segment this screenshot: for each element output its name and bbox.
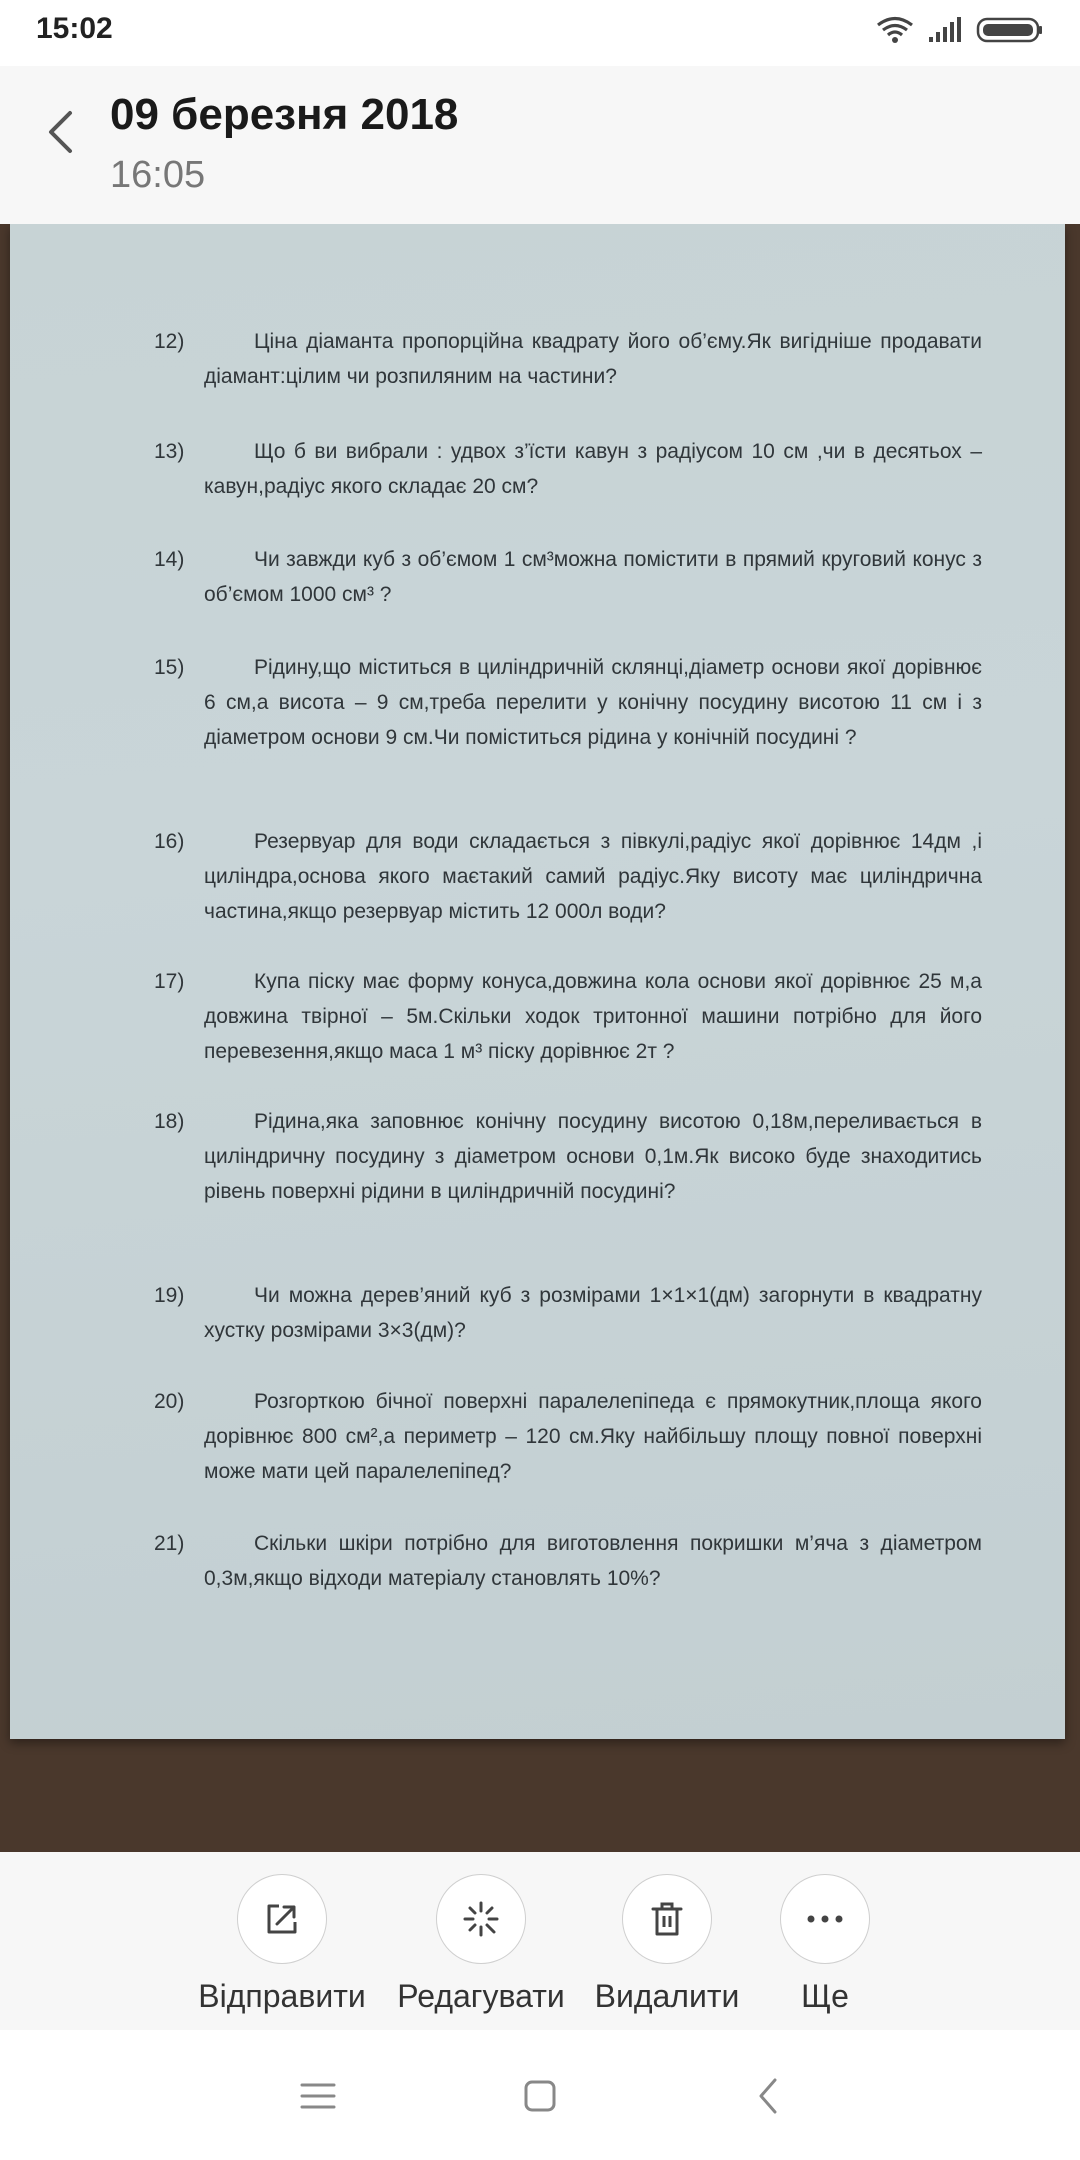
action-bar [0, 1852, 1080, 2030]
question-number: 14) [154, 548, 185, 571]
question-text: Скільки шкіри потрібно для виготовлення покришки м’яча з діаметром 0,3м,якщо відходи матеріалу становлять 10%? [204, 1532, 982, 1590]
system-nav-bar [0, 2030, 1080, 2160]
more-button[interactable] [735, 1874, 915, 2015]
photo-view[interactable] [0, 224, 1080, 1852]
question-text: Розгорткою бічної поверхні паралелепіпеда є прямокутник,площа якого дорівнює 800 см²,а периметр – 120 см.Яку найбільшу площу повної поверхні може мати цей паралелепіпед? [204, 1390, 982, 1483]
more-label: Ще [801, 1978, 849, 2014]
document-page [10, 224, 1065, 1739]
question-14 [154, 542, 982, 612]
question-number: 15) [154, 656, 185, 679]
question-number: 16) [154, 830, 185, 853]
question-13 [154, 434, 982, 504]
question-text: Ціна діаманта пропорційна квадрату його об’єму.Як вигідніше продавати діамант:цілим чи розпиляним на частини? [204, 330, 982, 388]
question-21 [154, 1526, 982, 1596]
question-12 [154, 324, 982, 394]
back-arrow-icon [45, 109, 75, 155]
edit-button[interactable] [391, 1874, 571, 2015]
magic-edit-icon[interactable] [436, 1874, 526, 1964]
share-icon[interactable] [237, 1874, 327, 1964]
back-chevron-icon[interactable] [738, 2066, 798, 2126]
question-19 [154, 1278, 982, 1348]
delete-label: Видалити [594, 1978, 740, 2014]
menu-icon[interactable] [288, 2066, 348, 2126]
question-number: 17) [154, 970, 185, 993]
send-button[interactable] [192, 1874, 372, 2015]
trash-icon[interactable] [622, 1874, 712, 1964]
question-18 [154, 1104, 982, 1209]
question-15 [154, 650, 982, 755]
question-text: Рідина,яка заповнює конічну посудину висотою 0,18м,переливається в циліндричну посудину з діаметром основи 0,1м.Як високо буде знаходитись рівень поверхні рідини в циліндричній посудині? [204, 1110, 982, 1203]
viewer-header [0, 66, 1080, 224]
question-number: 13) [154, 440, 185, 463]
more-dots-icon[interactable] [780, 1874, 870, 1964]
question-text: Рідину,що міститься в циліндричній склянці,діаметр основи якої дорівнює 6 см,а висота – 9 см,треба перелити у конічну посудину висотою 11 см і з діаметром основи 9 см.Чи поміститься рідина у конічній посудині ? [204, 656, 982, 749]
question-text: Купа піску має форму конуса,довжина кола основи якої дорівнює 25 м,а довжина твірної – 5м.Скільки ходок тритонної машини потрібно для його перевезення,якщо маса 1 м³ піску дорівнює 2т ? [204, 970, 982, 1063]
page-title: 09 березня 2018 [110, 90, 459, 139]
question-number: 18) [154, 1110, 185, 1133]
status-icons [876, 16, 1044, 49]
question-number: 20) [154, 1390, 185, 1413]
question-text: Чи можна дерев’яний куб з розмірами 1×1×1(дм) загорнути в квадратну хустку розмірами 3×3(дм)? [204, 1284, 982, 1342]
signal-icon [928, 17, 962, 48]
question-17 [154, 964, 982, 1069]
status-bar [0, 0, 1080, 66]
wifi-icon [876, 16, 914, 49]
question-number: 19) [154, 1284, 185, 1307]
question-number: 12) [154, 330, 185, 353]
back-button[interactable] [38, 102, 82, 162]
delete-button[interactable] [577, 1874, 757, 2015]
edit-label: Редагувати [397, 1978, 565, 2014]
question-20 [154, 1384, 982, 1489]
question-text: Чи завжди куб з об’ємом 1 см³можна помістити в прямий круговий конус з об’ємом 1000 см³ ? [204, 548, 982, 606]
question-16 [154, 824, 982, 929]
question-text: Що б ви вибрали : удвох з’їсти кавун з радіусом 10 см ,чи в десятьох – кавун,радіус якого складає 20 см? [204, 440, 982, 498]
page-subtitle: 16:05 [110, 154, 206, 196]
send-label: Відправити [198, 1978, 366, 2014]
question-number: 21) [154, 1532, 185, 1555]
status-time: 15:02 [36, 12, 113, 45]
home-square-icon[interactable] [510, 2066, 570, 2126]
question-text: Резервуар для води складається з півкулі,радіус якої дорівнює 14дм ,і циліндра,основа якого маєтакий самий радіус.Яку висоту має циліндрична частина,якщо резервуар містить 12 000л води? [204, 830, 982, 923]
battery-icon [976, 16, 1044, 49]
